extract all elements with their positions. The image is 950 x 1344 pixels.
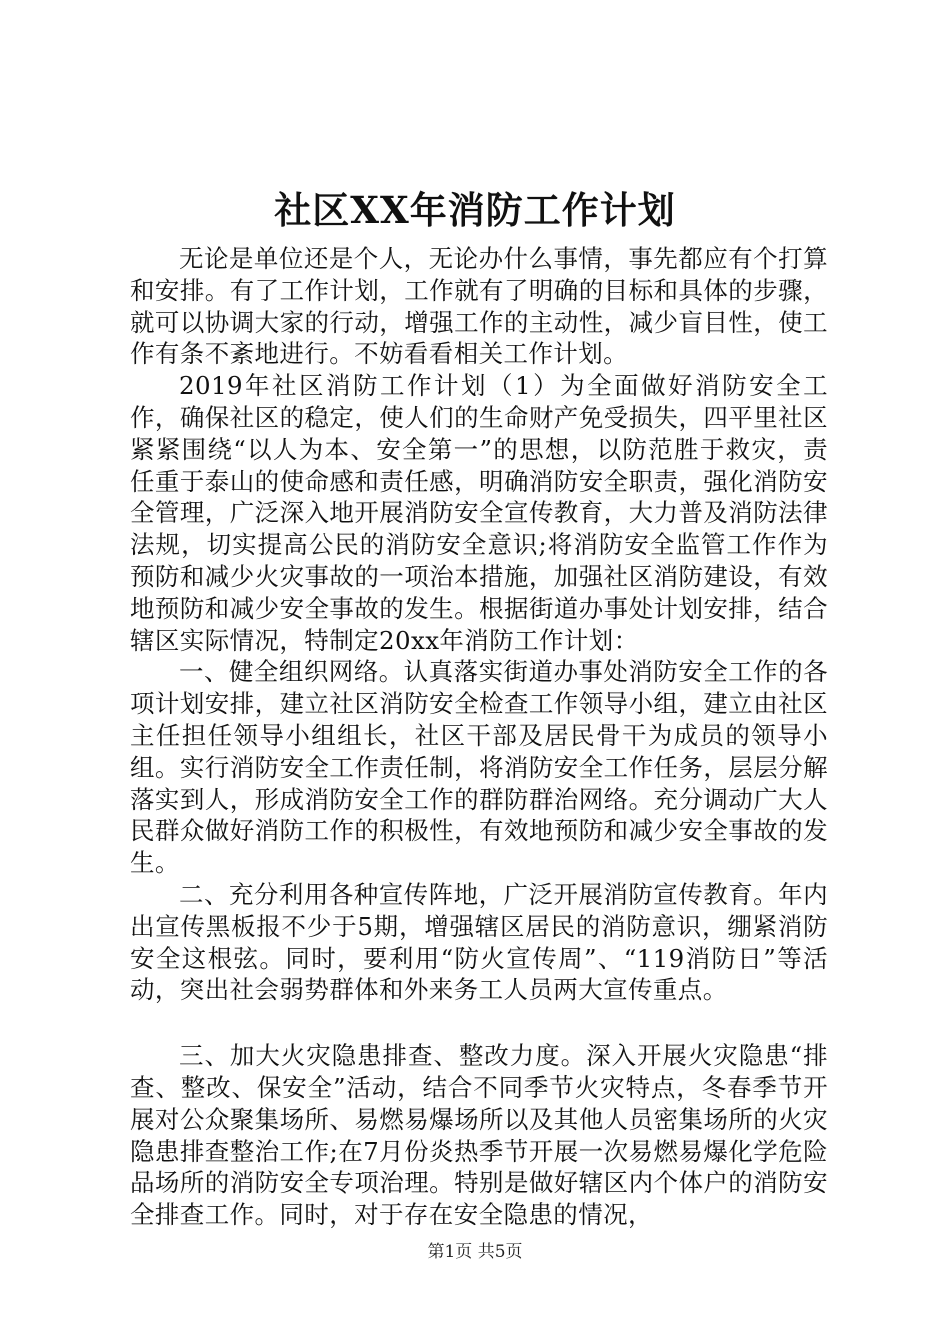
document-title: 社区XX年消防工作计划 <box>274 188 676 232</box>
paragraph-section-two: 二、充分利用各种宣传阵地，广泛开展消防宣传教育。年内出宣传黑板报不少于5期，增强辖区居民的消防意识，绷紧消防安全这根弦。同时，要利用“防火宣传周”、“119消防日”等活动，突出社会弱势群体和外来务工人员两大宣传重点。 <box>130 879 828 1005</box>
paragraph-section-three: 三、加大火灾隐患排查、整改力度。深入开展火灾隐患“排查、整改、保安全”活动，结合不同季节火灾特点，冬春季节开展对公众聚集场所、易燃易爆场所以及其他人员密集场所的火灾隐患排查整治工作;在7月份炎热季节开展一次易燃易爆化学危险品场所的消防安全专项治理。特别是做好辖区内个体户的消防安全排查工作。同时，对于存在安全隐患的情况， <box>130 1041 828 1230</box>
document-body <box>130 243 828 1231</box>
paragraph-intro: 无论是单位还是个人，无论办什么事情，事先都应有个打算和安排。有了工作计划，工作就有了明确的目标和具体的步骤，就可以协调大家的行动，增强工作的主动性，减少盲目性，使工作有条不紊地进行。不妨看看相关工作计划。 <box>130 244 828 369</box>
paragraph-section-one: 一、健全组织网络。认真落实街道办事处消防安全工作的各项计划安排，建立社区消防安全检查工作领导小组，建立由社区主任担任领导小组组长，社区干部及居民骨干为成员的领导小组。实行消防安全工作责任制，将消防安全工作任务，层层分解落实到人，形成消防安全工作的群防群治网络。充分调动广大人民群众做好消防工作的积极性，有效地预防和减少安全事故的发生。 <box>130 657 828 878</box>
page-footer: 第1页 共5页 <box>427 1242 523 1262</box>
paragraph-plan-overview: 2019年社区消防工作计划（1）为全面做好消防安全工作，确保社区的稳定，使人们的生命财产免受损失，四平里社区紧紧围绕“以人为本、安全第一”的思想，以防范胜于救灾，责任重于泰山的使命感和责任感，明确消防安全职责，强化消防安全管理，广泛深入地开展消防安全宣传教育，大力普及消防法律法规，切实提高公民的消防安全意识;将消防安全监管工作作为预防和减少火灾事故的一项治本措施，加强社区消防建设，有效地预防和减少安全事故的发生。根据街道办事处计划安排，结合辖区实际情况，特制定20xx年消防工作计划： <box>130 371 828 655</box>
